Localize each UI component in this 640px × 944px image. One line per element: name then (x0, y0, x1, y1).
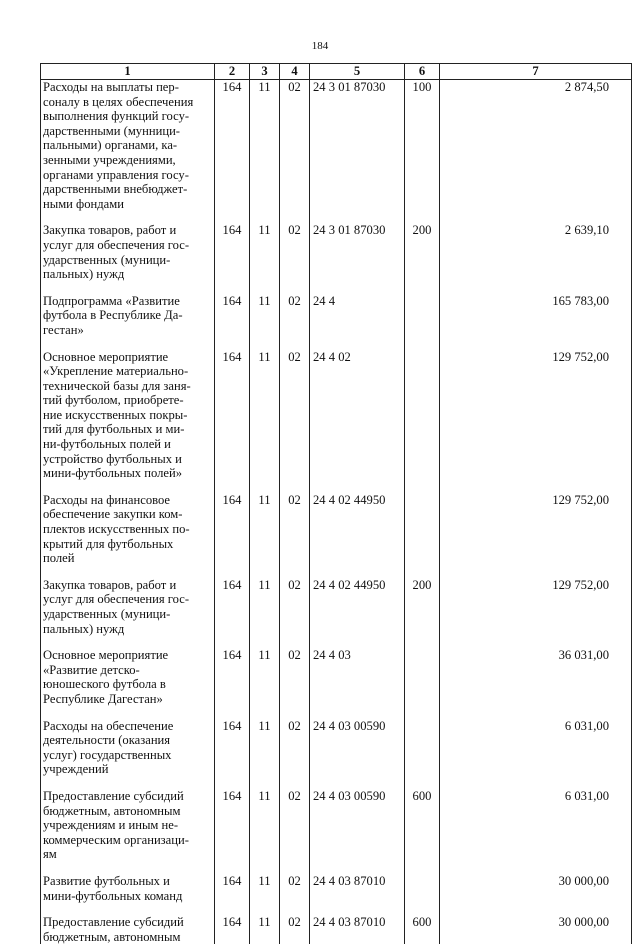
spacer-cell (310, 481, 405, 493)
spacer-cell (440, 566, 632, 578)
spacer-cell (215, 862, 250, 874)
row-description: Расходы на обеспечение деятельности (оказания услуг) государственных учреждений (41, 719, 215, 777)
column-header: 5 (310, 64, 405, 80)
section-code: 11 (250, 719, 280, 777)
spacer-cell (250, 862, 280, 874)
spacer-cell (280, 862, 310, 874)
spacer-cell (310, 707, 405, 719)
table-row (41, 648, 632, 706)
amount: 2 639,10 (440, 223, 632, 281)
spacer-cell (405, 566, 440, 578)
admin-code: 164 (215, 874, 250, 903)
spacer-cell (41, 636, 215, 648)
spacer-cell (310, 636, 405, 648)
expense-type-code (405, 294, 440, 338)
row-spacer (41, 211, 632, 223)
row-description: Расходы на выплаты пер- соналу в целях обеспечения выполнения функций госу- дарственными (мунници- пальными) органами, ка- зенными учреждениями, органами управления госу- дарственными внебюджет- ными фондами (41, 80, 215, 212)
admin-code: 164 (215, 80, 250, 212)
table-row (41, 789, 632, 862)
spacer-cell (280, 566, 310, 578)
table-row (41, 80, 632, 212)
expense-type-code: 600 (405, 789, 440, 862)
spacer-cell (215, 211, 250, 223)
admin-code: 164 (215, 493, 250, 566)
row-spacer (41, 707, 632, 719)
spacer-cell (310, 566, 405, 578)
column-header: 3 (250, 64, 280, 80)
row-description: Развитие футбольных и мини-футбольных команд (41, 874, 215, 903)
spacer-cell (310, 211, 405, 223)
spacer-cell (405, 707, 440, 719)
row-description: Подпрограмма «Развитие футбола в Республике Да- гестан» (41, 294, 215, 338)
subsection-code: 02 (280, 719, 310, 777)
amount: 30 000,00 (440, 915, 632, 944)
section-code: 11 (250, 80, 280, 212)
spacer-cell (405, 282, 440, 294)
row-description: Закупка товаров, работ и услуг для обеспечения гос- ударственных (муници- пальных) нужд (41, 223, 215, 281)
target-article-code: 24 4 03 00590 (310, 719, 405, 777)
spacer-cell (215, 481, 250, 493)
subsection-code: 02 (280, 294, 310, 338)
subsection-code: 02 (280, 493, 310, 566)
section-code: 11 (250, 294, 280, 338)
spacer-cell (280, 636, 310, 648)
spacer-cell (215, 636, 250, 648)
spacer-cell (41, 777, 215, 789)
target-article-code: 24 4 02 44950 (310, 578, 405, 636)
amount: 165 783,00 (440, 294, 632, 338)
amount: 129 752,00 (440, 350, 632, 481)
spacer-cell (280, 211, 310, 223)
column-header: 6 (405, 64, 440, 80)
column-header: 2 (215, 64, 250, 80)
target-article-code: 24 4 03 00590 (310, 789, 405, 862)
budget-table (40, 63, 632, 944)
spacer-cell (440, 862, 632, 874)
spacer-cell (41, 707, 215, 719)
target-article-code: 24 4 02 (310, 350, 405, 481)
row-spacer (41, 338, 632, 350)
spacer-cell (405, 481, 440, 493)
expense-type-code: 200 (405, 223, 440, 281)
spacer-cell (41, 211, 215, 223)
row-description: Закупка товаров, работ и услуг для обеспечения гос- ударственных (муници- пальных) нужд (41, 578, 215, 636)
spacer-cell (250, 777, 280, 789)
table-row (41, 719, 632, 777)
spacer-cell (440, 636, 632, 648)
spacer-cell (250, 211, 280, 223)
admin-code: 164 (215, 648, 250, 706)
table-row (41, 874, 632, 903)
subsection-code: 02 (280, 80, 310, 212)
spacer-cell (215, 566, 250, 578)
target-article-code: 24 3 01 87030 (310, 223, 405, 281)
section-code: 11 (250, 915, 280, 944)
section-code: 11 (250, 648, 280, 706)
spacer-cell (215, 707, 250, 719)
spacer-cell (41, 481, 215, 493)
amount: 129 752,00 (440, 493, 632, 566)
spacer-cell (440, 777, 632, 789)
section-code: 11 (250, 789, 280, 862)
spacer-cell (405, 777, 440, 789)
spacer-cell (280, 707, 310, 719)
spacer-cell (440, 481, 632, 493)
row-description: Основное мероприятие «Укрепление материально- технической базы для заня- тий футболом, приобрете- ние искусственных покры- тий для футбольных и ми- ни-футбольных полей и устройство футбольных и мини-футбольных полей» (41, 350, 215, 481)
expense-type-code (405, 493, 440, 566)
table-row (41, 578, 632, 636)
expense-type-code: 600 (405, 915, 440, 944)
expense-type-code: 200 (405, 578, 440, 636)
spacer-cell (215, 282, 250, 294)
spacer-cell (440, 211, 632, 223)
admin-code: 164 (215, 719, 250, 777)
admin-code: 164 (215, 578, 250, 636)
admin-code: 164 (215, 223, 250, 281)
target-article-code: 24 4 03 87010 (310, 915, 405, 944)
spacer-cell (280, 481, 310, 493)
spacer-cell (440, 707, 632, 719)
amount: 30 000,00 (440, 874, 632, 903)
spacer-cell (250, 338, 280, 350)
target-article-code: 24 4 02 44950 (310, 493, 405, 566)
target-article-code: 24 3 01 87030 (310, 80, 405, 212)
subsection-code: 02 (280, 789, 310, 862)
subsection-code: 02 (280, 350, 310, 481)
subsection-code: 02 (280, 223, 310, 281)
amount: 36 031,00 (440, 648, 632, 706)
target-article-code: 24 4 03 87010 (310, 874, 405, 903)
row-description: Расходы на финансовое обеспечение закупки ком- плектов искусственных по- крытий для футбольных полей (41, 493, 215, 566)
column-header: 4 (280, 64, 310, 80)
subsection-code: 02 (280, 578, 310, 636)
row-spacer (41, 636, 632, 648)
section-code: 11 (250, 493, 280, 566)
spacer-cell (250, 481, 280, 493)
page-number: 184 (311, 40, 329, 52)
amount: 6 031,00 (440, 719, 632, 777)
table-row (41, 915, 632, 944)
row-description: Предоставление субсидий бюджетным, автономным учреждениям и иным не- коммерческим организаци- ям (41, 789, 215, 862)
spacer-cell (405, 636, 440, 648)
row-description: Предоставление субсидий бюджетным, автономным (41, 915, 215, 944)
table-row (41, 223, 632, 281)
spacer-cell (280, 777, 310, 789)
spacer-cell (405, 211, 440, 223)
spacer-cell (250, 636, 280, 648)
row-spacer (41, 862, 632, 874)
admin-code: 164 (215, 915, 250, 944)
expense-type-code (405, 648, 440, 706)
spacer-cell (41, 282, 215, 294)
table-row (41, 294, 632, 338)
target-article-code: 24 4 (310, 294, 405, 338)
admin-code: 164 (215, 350, 250, 481)
spacer-cell (310, 862, 405, 874)
row-spacer (41, 566, 632, 578)
target-article-code: 24 4 03 (310, 648, 405, 706)
section-code: 11 (250, 578, 280, 636)
spacer-cell (41, 566, 215, 578)
row-description: Основное мероприятие «Развитие детско- юношеского футбола в Республике Дагестан» (41, 648, 215, 706)
row-spacer (41, 481, 632, 493)
spacer-cell (250, 566, 280, 578)
table-row (41, 493, 632, 566)
spacer-cell (310, 338, 405, 350)
admin-code: 164 (215, 294, 250, 338)
row-spacer (41, 282, 632, 294)
subsection-code: 02 (280, 915, 310, 944)
spacer-cell (440, 338, 632, 350)
amount: 2 874,50 (440, 80, 632, 212)
section-code: 11 (250, 350, 280, 481)
expense-type-code: 100 (405, 80, 440, 212)
row-spacer (41, 777, 632, 789)
spacer-cell (41, 338, 215, 350)
spacer-cell (440, 282, 632, 294)
table-row (41, 350, 632, 481)
spacer-cell (405, 338, 440, 350)
spacer-cell (215, 777, 250, 789)
subsection-code: 02 (280, 874, 310, 903)
expense-type-code (405, 874, 440, 903)
spacer-cell (310, 282, 405, 294)
spacer-cell (250, 707, 280, 719)
amount: 6 031,00 (440, 789, 632, 862)
expense-type-code (405, 350, 440, 481)
spacer-cell (250, 282, 280, 294)
spacer-cell (215, 338, 250, 350)
spacer-cell (41, 862, 215, 874)
column-header: 7 (440, 64, 632, 80)
amount: 129 752,00 (440, 578, 632, 636)
section-code: 11 (250, 223, 280, 281)
column-header: 1 (41, 64, 215, 80)
admin-code: 164 (215, 789, 250, 862)
section-code: 11 (250, 874, 280, 903)
spacer-cell (280, 282, 310, 294)
spacer-cell (310, 777, 405, 789)
subsection-code: 02 (280, 648, 310, 706)
spacer-cell (405, 862, 440, 874)
spacer-cell (280, 338, 310, 350)
expense-type-code (405, 719, 440, 777)
table-header-row (41, 64, 632, 80)
